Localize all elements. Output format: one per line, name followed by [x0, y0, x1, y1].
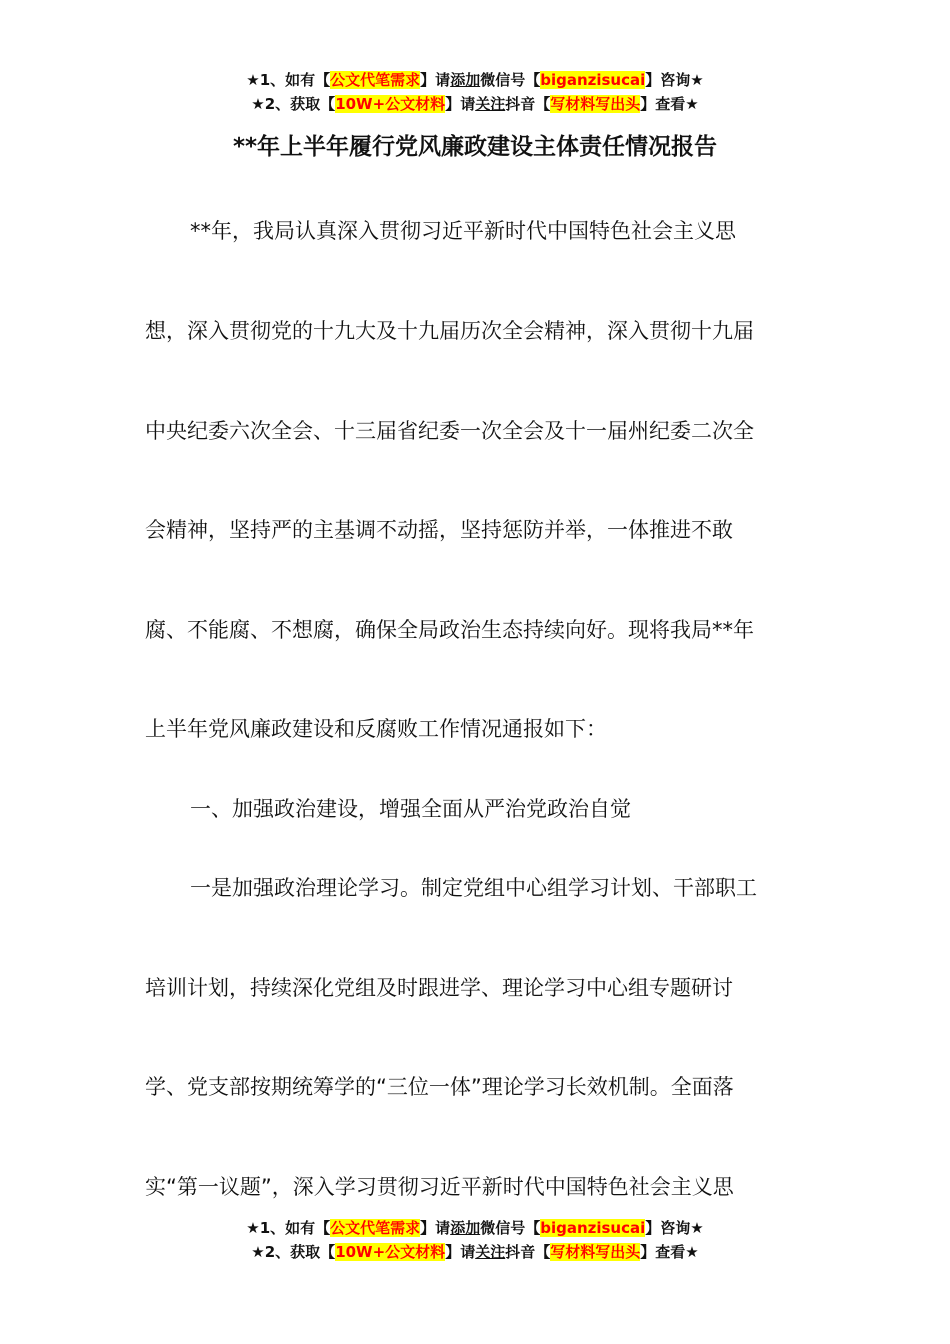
star-icon: ★: [251, 95, 265, 113]
banner-highlight-douyin: 写材料写出头: [550, 1243, 641, 1261]
body-line: **年，我局认真深入贯彻习近平新时代中国特色社会主义思: [190, 219, 736, 243]
banner-underlined: 关注: [475, 95, 506, 113]
banner-highlight-douyin: 写材料写出头: [550, 95, 641, 113]
body-line: 会精神，坚持严的主基调不动摇，坚持惩防并举，一体推进不敢: [145, 518, 733, 542]
body-line: 一是加强政治理论学习。制定党组中心组学习计划、干部职工: [190, 876, 757, 900]
footer-banner: [0, 1216, 950, 1264]
banner-highlight: 公文代笔需求: [330, 1219, 421, 1237]
body-line: 想，深入贯彻党的十九大及十九届历次全会精神，深入贯彻十九届: [145, 319, 754, 343]
star-icon: ★: [246, 71, 260, 89]
banner-text: 1、如有【: [259, 71, 331, 89]
banner-highlight: 公文代笔需求: [330, 71, 421, 89]
banner-text: 1、如有【: [259, 1219, 331, 1237]
banner-line-1: [0, 68, 950, 92]
banner-highlight-wechat: biganzisucai: [540, 1219, 646, 1237]
banner-text: 2、获取【: [264, 95, 336, 113]
section-heading: 一、加强政治建设，增强全面从严治党政治自觉: [190, 797, 631, 821]
body-line: 腐、不能腐、不想腐，确保全局政治生态持续向好。现将我局**年: [145, 618, 754, 642]
banner-text: 】请: [420, 1219, 451, 1237]
banner-text: 2、获取【: [264, 1243, 336, 1261]
body-line: 实“第一议题”，深入学习贯彻习近平新时代中国特色社会主义思: [145, 1175, 734, 1199]
banner-highlight: 10W+公文材料: [335, 95, 446, 113]
banner-line-1: [0, 1216, 950, 1240]
banner-line-2: [0, 1240, 950, 1264]
body-line: 培训计划，持续深化党组及时跟进学、理论学习中心组专题研讨: [145, 976, 733, 1000]
banner-text: 抖音【: [505, 95, 551, 113]
banner-text: 】请: [420, 71, 451, 89]
body-line: 学、党支部按期统筹学的“三位一体”理论学习长效机制。全面落: [145, 1075, 734, 1099]
banner-highlight-wechat: biganzisucai: [540, 71, 646, 89]
banner-underlined: 添加: [450, 1219, 481, 1237]
star-icon: ★: [246, 1219, 260, 1237]
banner-text: 】查看★: [640, 1243, 699, 1261]
banner-line-2: [0, 92, 950, 116]
banner-text: 】咨询★: [645, 71, 704, 89]
banner-text: 微信号【: [480, 71, 541, 89]
banner-underlined: 添加: [450, 71, 481, 89]
document-title: **年上半年履行党风廉政建设主体责任情况报告: [232, 134, 718, 160]
banner-underlined: 关注: [475, 1243, 506, 1261]
body-line: 上半年党风廉政建设和反腐败工作情况通报如下：: [145, 717, 607, 741]
banner-text: 】咨询★: [645, 1219, 704, 1237]
banner-text: 】查看★: [640, 95, 699, 113]
banner-text: 抖音【: [505, 1243, 551, 1261]
header-banner: [0, 68, 950, 116]
banner-text: 】请: [445, 95, 476, 113]
banner-highlight: 10W+公文材料: [335, 1243, 446, 1261]
banner-text: 】请: [445, 1243, 476, 1261]
banner-text: 微信号【: [480, 1219, 541, 1237]
star-icon: ★: [251, 1243, 265, 1261]
body-line: 中央纪委六次全会、十三届省纪委一次全会及十一届州纪委二次全: [145, 419, 754, 443]
